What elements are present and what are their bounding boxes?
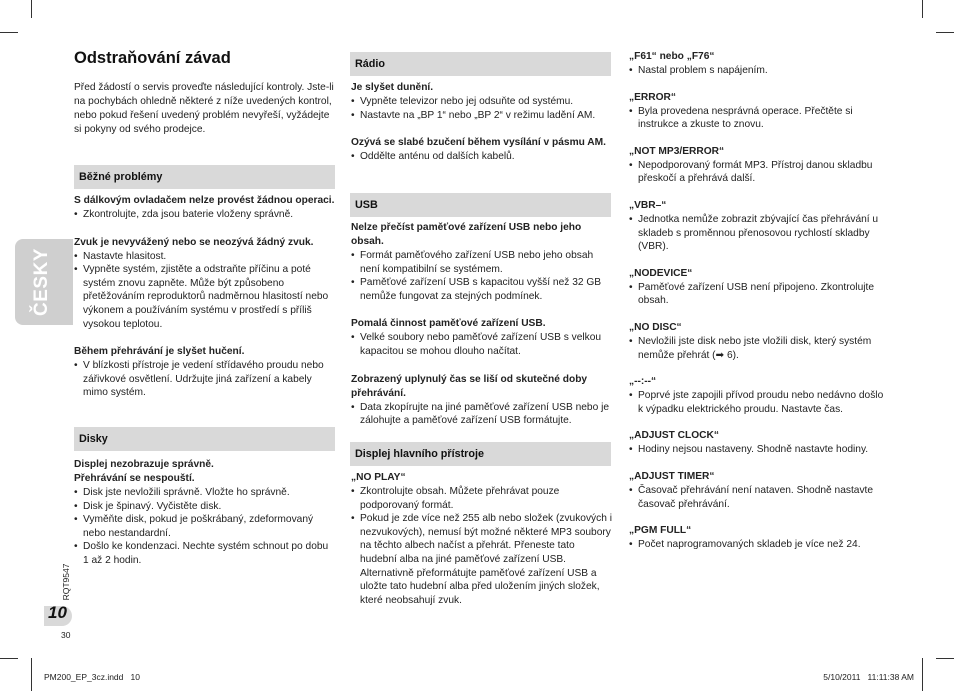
disky-block	[74, 458, 336, 568]
list-item: • Došlo ke kondenzaci. Nechte systém schnout po dobu 1 až 2 hodin.	[74, 540, 336, 567]
list-item: • Disk je špinavý. Vyčistěte disk.	[74, 500, 336, 514]
message-code: „NOT MP3/ERROR“	[629, 145, 725, 157]
message-code: „ERROR“	[629, 91, 676, 103]
crop-mark	[0, 32, 18, 33]
message-code: „NO DISC“	[629, 321, 682, 333]
problem-title: „NO PLAY“	[351, 472, 406, 483]
list-item: • Data zkopírujte na jiné paměťové zařízení USB nebo je zálohujte a paměťové zařízení USB formátujte.	[351, 401, 613, 428]
doc-code: RQT9547	[61, 563, 71, 601]
message-code: „ADJUST CLOCK“	[629, 430, 719, 442]
solution-list	[351, 95, 613, 122]
problem-title: Je slyšet dunění.	[351, 82, 434, 93]
message-entry	[629, 267, 891, 308]
solution-list	[351, 150, 613, 164]
list-item: • Paměťové zařízení USB s kapacitou vyšší než 32 GB nemůže fungovat za stejných podmínek.	[351, 276, 613, 303]
list-item: • Formát paměťového zařízení USB nebo jeho obsah není kompatibilní se systémem.	[351, 249, 613, 276]
problem-title: Pomalá činnost paměťové zařízení USB.	[351, 318, 546, 330]
message-list	[629, 50, 891, 552]
solution-list	[351, 401, 613, 428]
problem-title: Displej nezobrazuje správně.	[74, 459, 214, 470]
solution-list	[74, 208, 336, 222]
section-header-bezne: Běžné problémy	[74, 165, 335, 189]
problem-title: Zvuk je nevyvážený nebo se neozývá žádný zvuk.	[74, 236, 314, 248]
message-entry	[629, 429, 891, 457]
solution-list	[351, 249, 613, 303]
message-code: „VBR–“	[629, 199, 667, 211]
problem-title: Ozývá se slabé bzučení během vysílání v pásmu AM.	[351, 137, 606, 149]
message-entry	[629, 50, 891, 78]
solution-list	[351, 485, 613, 607]
list-item: • V blízkosti přístroje je vedení střídavého proudu nebo zářivkové osvětlení. Udržujte jiná zařízení a kabely mimo systém.	[74, 359, 336, 400]
list-item: • Hodiny nejsou nastaveny. Shodně nastavte hodiny.	[629, 443, 891, 457]
problem-title: Přehrávání se nespouští.	[74, 473, 195, 484]
solution-list	[351, 331, 613, 358]
message-code: „PGM FULL“	[629, 525, 692, 537]
solution-list	[74, 486, 336, 568]
message-entry	[629, 199, 891, 254]
problem-title: Během přehrávání je slyšet hučení.	[74, 346, 245, 358]
page-number: 10	[48, 603, 67, 622]
section-header-radio: Rádio	[350, 52, 611, 76]
language-tab	[15, 239, 73, 325]
crop-mark	[922, 658, 923, 691]
list-item: • Vyměňte disk, pokud je poškrábaný, zdeformovaný nebo nestandardní.	[74, 513, 336, 540]
list-item: • Pokud je zde více než 255 alb nebo složek (zvukových i nezvukových), nemusí být možné některé MP3 soubory na těchto albech načíst a přehrát. Přeneste tato hudební alba na jiné paměťové zařízení USB. Alternativně přeformátujte paměťové zařízení USB a uložte tato hudební alba před uložením jiných složek, které neobsahují zvuk.	[351, 512, 613, 607]
list-item: • Vypněte televizor nebo jej odsuňte od systému.	[351, 95, 613, 109]
list-item: • Velké soubory nebo paměťové zařízení USB s velkou kapacitou se mohou dlouho načítat.	[351, 331, 613, 358]
list-item: • Nastavte hlasitost.	[74, 250, 336, 264]
section-header-usb: USB	[350, 193, 611, 217]
list-item: • Paměťové zařízení USB není připojeno. Zkontrolujte obsah.	[629, 281, 891, 308]
crop-mark	[31, 658, 32, 691]
list-item: • Zkontrolujte obsah. Můžete přehrávat pouze podporovaný formát.	[351, 485, 613, 512]
crop-mark	[936, 32, 954, 33]
crop-mark	[0, 658, 18, 659]
list-item: • Zkontrolujte, zda jsou baterie vloženy správně.	[74, 208, 336, 222]
problem-title: Nelze přečíst paměťové zařízení USB nebo jeho obsah.	[351, 222, 582, 247]
list-item: • Nepodporovaný formát MP3. Přístroj danou skladbu přeskočí a přehrává další.	[629, 159, 891, 186]
message-entry	[629, 321, 891, 362]
sheet-number: 30	[61, 630, 71, 640]
message-code: „NODEVICE“	[629, 267, 693, 279]
footer-timestamp: 5/10/2011 11:11:38 AM	[823, 672, 914, 682]
page-title: Odstraňování závad	[74, 49, 231, 67]
crop-mark	[922, 0, 923, 18]
problem-title: Zobrazený uplynulý čas se liší od skutečné doby přehrávání.	[351, 373, 588, 399]
list-item: • Nevložili jste disk nebo jste vložili disk, který systém nemůže přehrát (➡ 6).	[629, 335, 891, 362]
usb-block	[351, 221, 613, 428]
crop-mark	[31, 0, 32, 18]
problem-title: S dálkovým ovladačem nelze provést žádnou operaci.	[74, 195, 335, 206]
message-entry	[629, 470, 891, 511]
message-entry	[629, 524, 891, 552]
intro-text: Před žádostí o servis proveďte následující kontroly. Jste-li na pochybách ohledně některé z níže uvedených kontrol, nebo pokud řešení uvedený problém nevyřeší, vyžádejte si pokyny od svého prodejce.	[74, 82, 334, 135]
message-entry	[629, 375, 891, 416]
list-item: • Vypněte systém, zjistěte a odstraňte příčinu a poté systém znovu zapněte. Může být způsobeno přetěžováním reproduktorů nadměrnou hlasitostí nebo výkonem a používáním systému v prostředí s příliš vysokou teplotou.	[74, 263, 336, 331]
list-item: • Oddělte anténu od dalších kabelů.	[351, 150, 613, 164]
footer-file: PM200_EP_3cz.indd 10	[44, 672, 140, 682]
message-code: „ADJUST TIMER“	[629, 470, 715, 482]
list-item: • Jednotka nemůže zobrazit zbývající čas přehrávání u skladeb s proměnnou přenosovou rychlostí skladby (VBR).	[629, 213, 891, 254]
list-item: • Počet naprogramovaných skladeb je více než 24.	[629, 538, 891, 552]
bezne-block	[74, 194, 336, 400]
section-header-displej: Displej hlavního přístroje	[350, 442, 611, 466]
radio-block	[351, 81, 613, 164]
crop-mark	[936, 658, 954, 659]
solution-list	[74, 250, 336, 332]
list-item: • Disk jste nevložili správně. Vložte ho správně.	[74, 486, 336, 500]
list-item: • Byla provedena nesprávná operace. Přečtěte si instrukce a zkuste to znovu.	[629, 105, 891, 132]
list-item: • Časovač přehrávání není nataven. Shodně nastavte časovač přehrávání.	[629, 484, 891, 511]
message-code: „F61“ nebo „F76“	[629, 51, 715, 62]
list-item: • Nastavte na „BP 1“ nebo „BP 2“ v režimu ladění AM.	[351, 109, 613, 123]
section-header-disky: Disky	[74, 427, 335, 451]
list-item: • Poprvé jste zapojili přívod proudu nebo nedávno došlo k výpadku elektrického proudu. Nastavte čas.	[629, 389, 891, 416]
message-entry	[629, 91, 891, 132]
language-tab-label: ČESKY	[31, 248, 52, 316]
message-entry	[629, 145, 891, 186]
list-item: • Nastal problem s napájením.	[629, 64, 891, 78]
message-code: „--:--“	[629, 376, 657, 388]
solution-list	[74, 359, 336, 400]
displej-block	[351, 471, 613, 607]
